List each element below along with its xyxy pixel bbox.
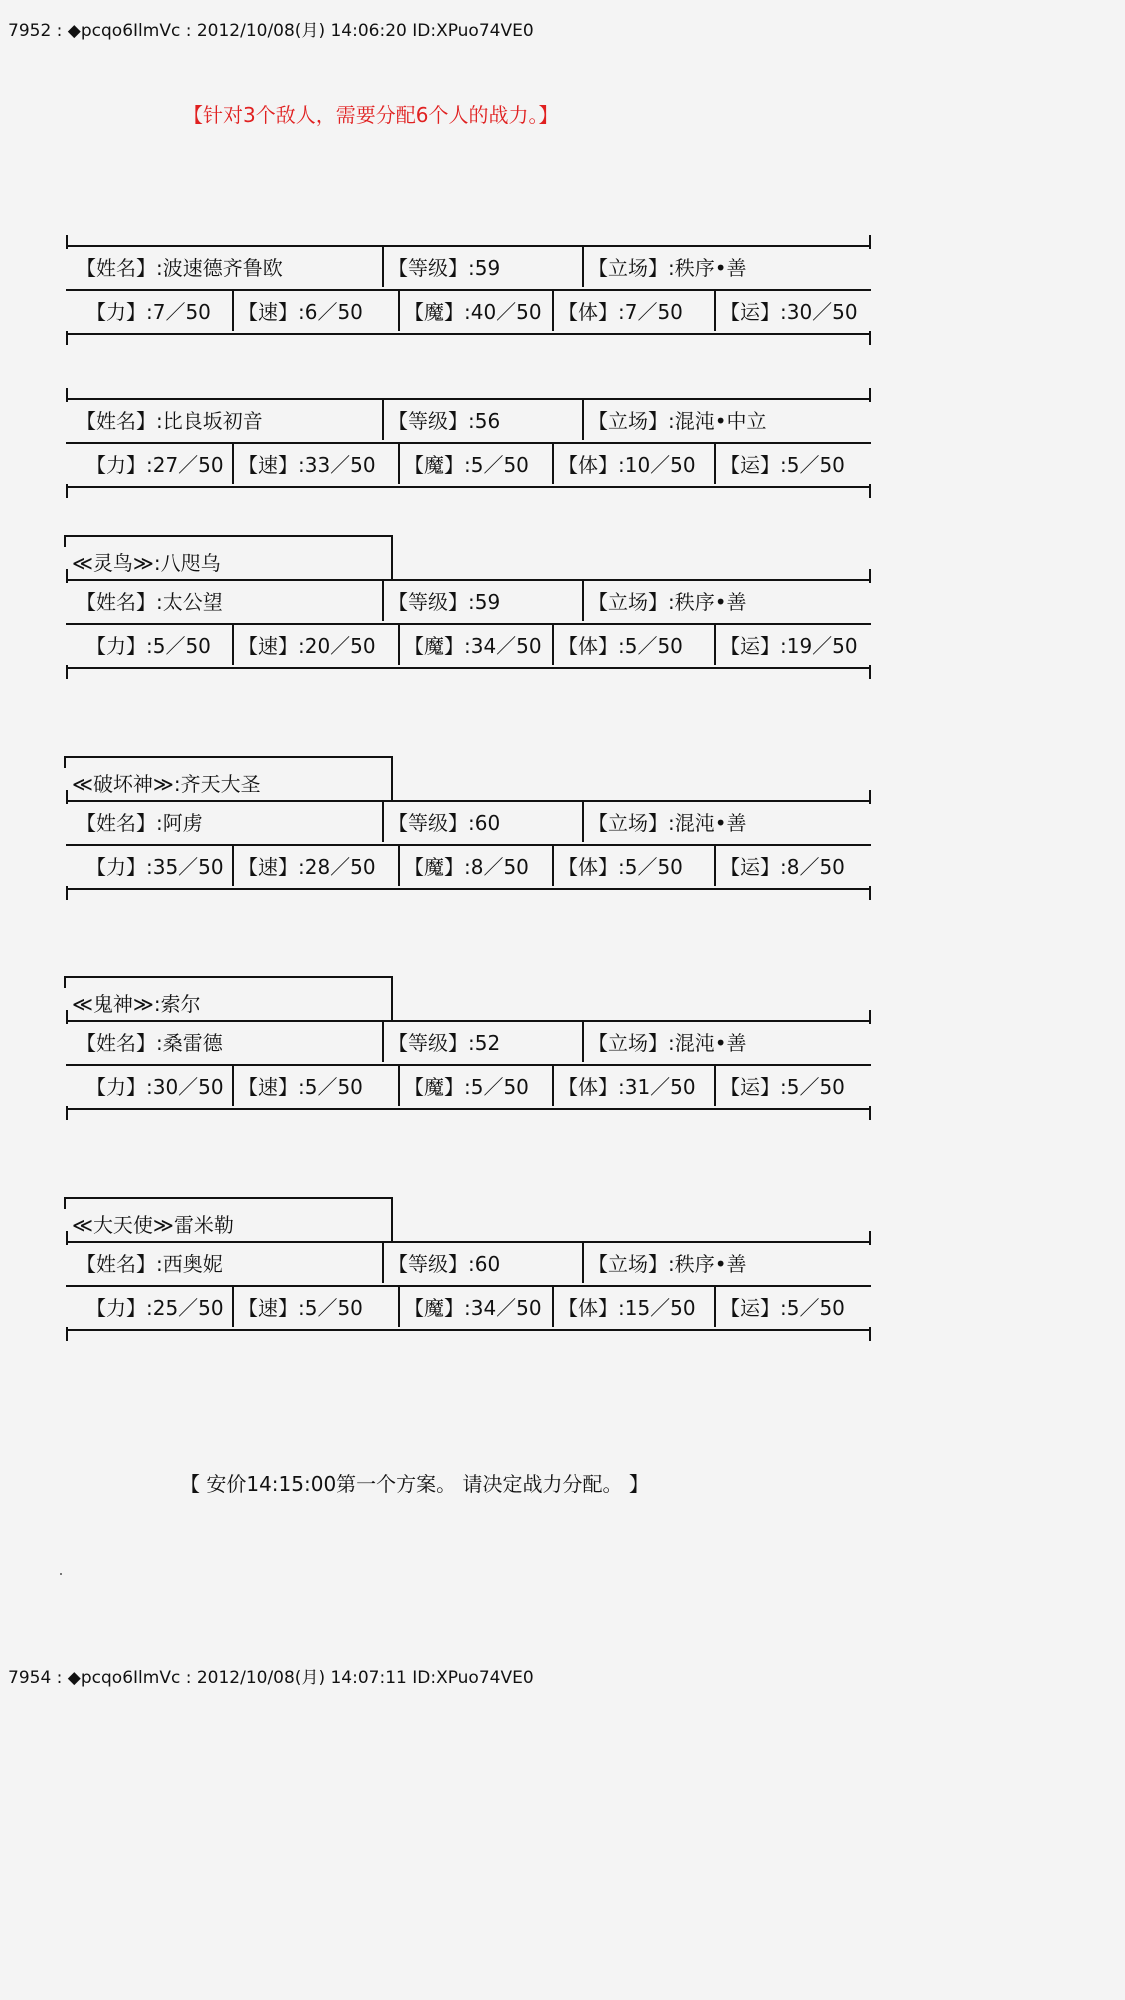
stat-value: 【力】:35／50 bbox=[86, 855, 224, 879]
info-row bbox=[66, 800, 871, 844]
character-block bbox=[66, 756, 871, 890]
stat-value: 【魔】:5／50 bbox=[404, 1076, 529, 1106]
border-tick bbox=[66, 235, 68, 249]
stat-value: 【速】:5／50 bbox=[238, 1076, 363, 1106]
character-title-row bbox=[66, 756, 393, 800]
character-alignment: 【立场】:混沌•善 bbox=[588, 812, 747, 842]
stat-value: 【魔】:40／50 bbox=[404, 301, 542, 331]
stat-value: 【体】:15／50 bbox=[558, 1297, 696, 1327]
stat-value: 【速】:6／50 bbox=[238, 301, 363, 331]
border-tick bbox=[66, 484, 68, 498]
border-tick bbox=[66, 1106, 68, 1120]
stats-row bbox=[66, 289, 871, 335]
stats-row bbox=[66, 1064, 871, 1110]
stat-value: 【运】:5／50 bbox=[720, 1297, 845, 1327]
stat-value: 【速】:28／50 bbox=[238, 856, 376, 886]
character-title-row bbox=[66, 976, 393, 1020]
border-tick bbox=[66, 790, 68, 804]
stat-value: 【魔】:34／50 bbox=[404, 635, 542, 665]
stat-value: 【力】:7／50 bbox=[86, 300, 211, 324]
stats-row bbox=[66, 623, 871, 669]
border-tick bbox=[66, 331, 68, 345]
character-block bbox=[66, 976, 871, 1110]
info-row bbox=[66, 579, 871, 623]
character-name: 【姓名】:比良坂初音 bbox=[76, 409, 263, 433]
character-stat-table bbox=[66, 245, 871, 335]
stat-value: 【速】:20／50 bbox=[238, 635, 376, 665]
border-tick bbox=[869, 569, 871, 583]
border-tick bbox=[869, 886, 871, 900]
info-row bbox=[66, 398, 871, 442]
post-header-7952: 7952 : ◆pcqo6IlmVc : 2012/10/08(月) 14:06:20 ID:XPuo74VE0 bbox=[8, 21, 534, 41]
character-alignment: 【立场】:秩序•善 bbox=[588, 1253, 747, 1283]
stat-value: 【魔】:5／50 bbox=[404, 454, 529, 484]
border-tick bbox=[66, 665, 68, 679]
character-name: 【姓名】:西奥妮 bbox=[76, 1252, 223, 1276]
info-row bbox=[66, 1241, 871, 1285]
border-tick bbox=[869, 1327, 871, 1341]
stat-value: 【体】:5／50 bbox=[558, 635, 683, 665]
stat-value: 【魔】:34／50 bbox=[404, 1297, 542, 1327]
character-stat-table bbox=[66, 1020, 871, 1110]
stats-row bbox=[66, 844, 871, 890]
border-tick bbox=[66, 1231, 68, 1245]
stat-value: 【运】:8／50 bbox=[720, 856, 845, 886]
character-name: 【姓名】:波速德齐鲁欧 bbox=[76, 256, 283, 280]
character-block bbox=[66, 535, 871, 669]
character-stat-table bbox=[66, 579, 871, 669]
border-tick bbox=[869, 1010, 871, 1024]
red-note: 【针对3个敌人，需要分配6个人的战力。】 bbox=[183, 103, 559, 127]
character-stat-table bbox=[66, 1241, 871, 1331]
border-tick bbox=[66, 886, 68, 900]
stat-value: 【体】:31／50 bbox=[558, 1076, 696, 1106]
character-stat-table bbox=[66, 800, 871, 890]
character-level: 【等级】:52 bbox=[388, 1032, 500, 1062]
border-tick bbox=[66, 1327, 68, 1341]
border-tick bbox=[869, 1106, 871, 1120]
border-tick bbox=[66, 1010, 68, 1024]
stat-value: 【运】:5／50 bbox=[720, 454, 845, 484]
stat-value: 【速】:33／50 bbox=[238, 454, 376, 484]
character-name: 【姓名】:桑雷德 bbox=[76, 1031, 223, 1055]
character-alignment: 【立场】:混沌•善 bbox=[588, 1032, 747, 1062]
border-tick bbox=[869, 790, 871, 804]
border-tick bbox=[869, 665, 871, 679]
footer-note: 【 安价14:15:00第一个方案。 请决定战力分配。 】 bbox=[180, 1472, 649, 1496]
character-stat-table bbox=[66, 398, 871, 488]
character-alignment: 【立场】:混沌•中立 bbox=[588, 410, 767, 440]
stat-value: 【体】:10／50 bbox=[558, 454, 696, 484]
stat-value: 【力】:5／50 bbox=[86, 634, 211, 658]
border-tick bbox=[869, 1231, 871, 1245]
border-tick bbox=[869, 484, 871, 498]
stat-value: 【力】:27／50 bbox=[86, 453, 224, 477]
border-tick bbox=[869, 388, 871, 402]
stat-value: 【魔】:8／50 bbox=[404, 856, 529, 886]
character-title: ≪大天使≫雷米勒 bbox=[72, 1213, 234, 1237]
stat-value: 【速】:5／50 bbox=[238, 1297, 363, 1327]
character-level: 【等级】:56 bbox=[388, 410, 500, 440]
stat-value: 【运】:19／50 bbox=[720, 635, 858, 665]
stat-value: 【运】:5／50 bbox=[720, 1076, 845, 1106]
character-name: 【姓名】:太公望 bbox=[76, 590, 223, 614]
character-level: 【等级】:59 bbox=[388, 591, 500, 621]
border-tick bbox=[66, 388, 68, 402]
stat-value: 【体】:5／50 bbox=[558, 856, 683, 886]
character-block bbox=[66, 245, 871, 335]
stray-dot bbox=[60, 1573, 62, 1575]
stat-value: 【力】:25／50 bbox=[86, 1296, 224, 1320]
character-block bbox=[66, 1197, 871, 1331]
character-level: 【等级】:60 bbox=[388, 1253, 500, 1283]
stats-row bbox=[66, 1285, 871, 1331]
character-level: 【等级】:59 bbox=[388, 257, 500, 287]
character-title: ≪灵鸟≫:八咫乌 bbox=[72, 551, 221, 575]
border-tick bbox=[869, 331, 871, 345]
stat-value: 【运】:30／50 bbox=[720, 301, 858, 331]
character-title-row bbox=[66, 535, 393, 579]
character-title-row bbox=[66, 1197, 393, 1241]
character-name: 【姓名】:阿虏 bbox=[76, 811, 203, 835]
character-title: ≪破坏神≫:齐天大圣 bbox=[72, 772, 261, 796]
character-level: 【等级】:60 bbox=[388, 812, 500, 842]
info-row bbox=[66, 245, 871, 289]
character-alignment: 【立场】:秩序•善 bbox=[588, 257, 747, 287]
character-block bbox=[66, 398, 871, 488]
info-row bbox=[66, 1020, 871, 1064]
border-tick bbox=[66, 569, 68, 583]
character-title: ≪鬼神≫:索尔 bbox=[72, 992, 201, 1016]
post-header-7954: 7954 : ◆pcqo6IlmVc : 2012/10/08(月) 14:07:11 ID:XPuo74VE0 bbox=[8, 1668, 534, 1688]
stat-value: 【力】:30／50 bbox=[86, 1075, 224, 1099]
character-alignment: 【立场】:秩序•善 bbox=[588, 591, 747, 621]
stat-value: 【体】:7／50 bbox=[558, 301, 683, 331]
border-tick bbox=[869, 235, 871, 249]
stats-row bbox=[66, 442, 871, 488]
